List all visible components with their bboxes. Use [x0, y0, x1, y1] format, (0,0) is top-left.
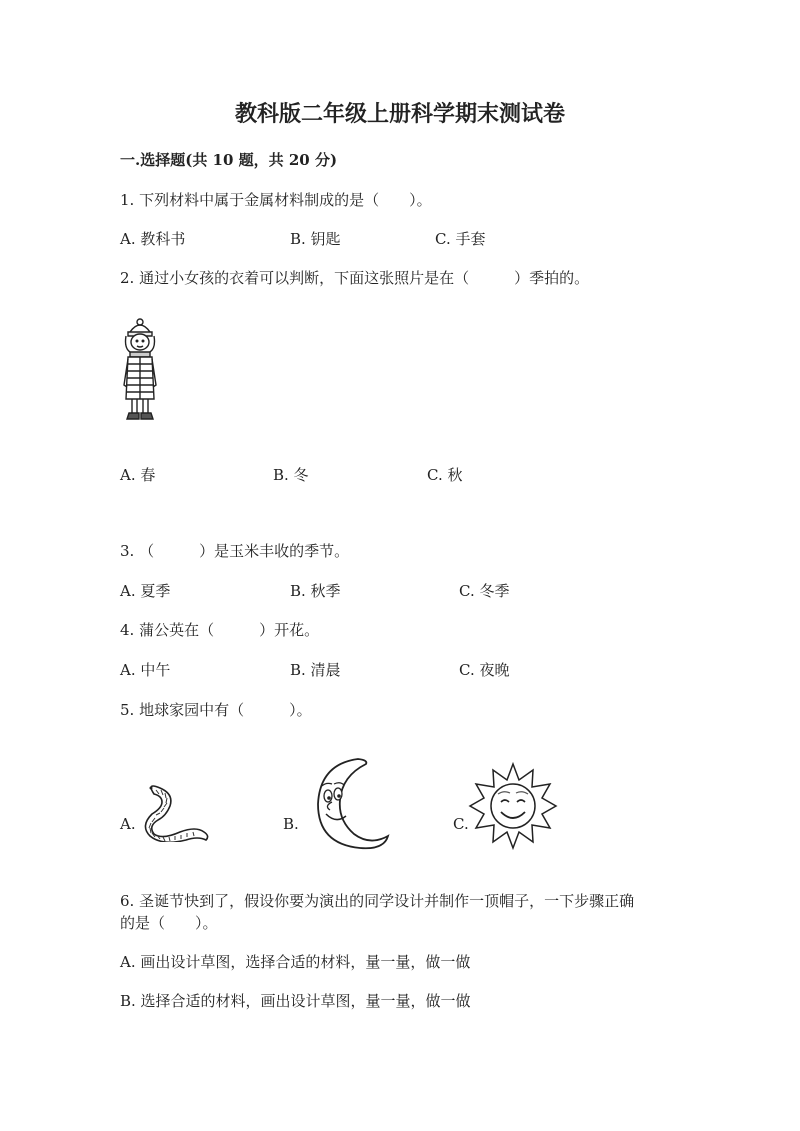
question-5-option-b[interactable]: B. — [283, 815, 299, 833]
question-5-stem: 5. 地球家园中有（ ）。 — [120, 701, 312, 719]
question-6-option-a[interactable]: A. 画出设计草图，选择合适的材料，量一量，做一做 — [120, 953, 471, 971]
crescent-moon-image — [298, 756, 390, 851]
question-6-stem-line-2: 的是（ ）。 — [120, 914, 218, 932]
earthworm-image — [140, 782, 212, 842]
question-2-stem: 2. 通过小女孩的衣着可以判断，下面这张照片是在（ ）季拍的。 — [120, 269, 590, 287]
question-6-option-b[interactable]: B. 选择合适的材料，画出设计草图，量一量，做一做 — [120, 992, 471, 1010]
question-5-option-a[interactable]: A. — [120, 815, 136, 833]
page-title: 教科版二年级上册科学期末测试卷 — [234, 101, 565, 127]
question-1-option-b[interactable]: B. 钥匙 — [290, 230, 341, 248]
question-2-option-c[interactable]: C. 秋 — [427, 466, 463, 484]
question-6-stem-line-1: 6. 圣诞节快到了，假设你要为演出的同学设计并制作一顶帽子，一下步骤正确 — [120, 892, 635, 910]
question-3-stem: 3. （ ）是玉米丰收的季节。 — [120, 542, 350, 560]
section-heading: 一.选择题(共 10 题，共 20 分) — [120, 151, 338, 169]
question-4-option-c[interactable]: C. 夜晚 — [459, 661, 510, 679]
question-3-option-a[interactable]: A. 夏季 — [120, 582, 171, 600]
question-3-option-b[interactable]: B. 秋季 — [290, 582, 341, 600]
question-1-option-a[interactable]: A. 教科书 — [120, 230, 186, 248]
question-4-option-a[interactable]: A. 中午 — [120, 661, 171, 679]
question-5-option-c[interactable]: C. — [453, 815, 469, 833]
question-2-option-a[interactable]: A. 春 — [120, 466, 156, 484]
question-3-option-c[interactable]: C. 冬季 — [459, 582, 510, 600]
question-1-option-c[interactable]: C. 手套 — [435, 230, 486, 248]
question-2-option-b[interactable]: B. 冬 — [273, 466, 309, 484]
girl-winter-clothes-image — [118, 318, 162, 422]
question-1-stem: 1. 下列材料中属于金属材料制成的是（ ）。 — [120, 191, 432, 209]
sun-image — [468, 762, 558, 850]
question-4-option-b[interactable]: B. 清晨 — [290, 661, 341, 679]
question-4-stem: 4. 蒲公英在（ ）开花。 — [120, 621, 320, 639]
